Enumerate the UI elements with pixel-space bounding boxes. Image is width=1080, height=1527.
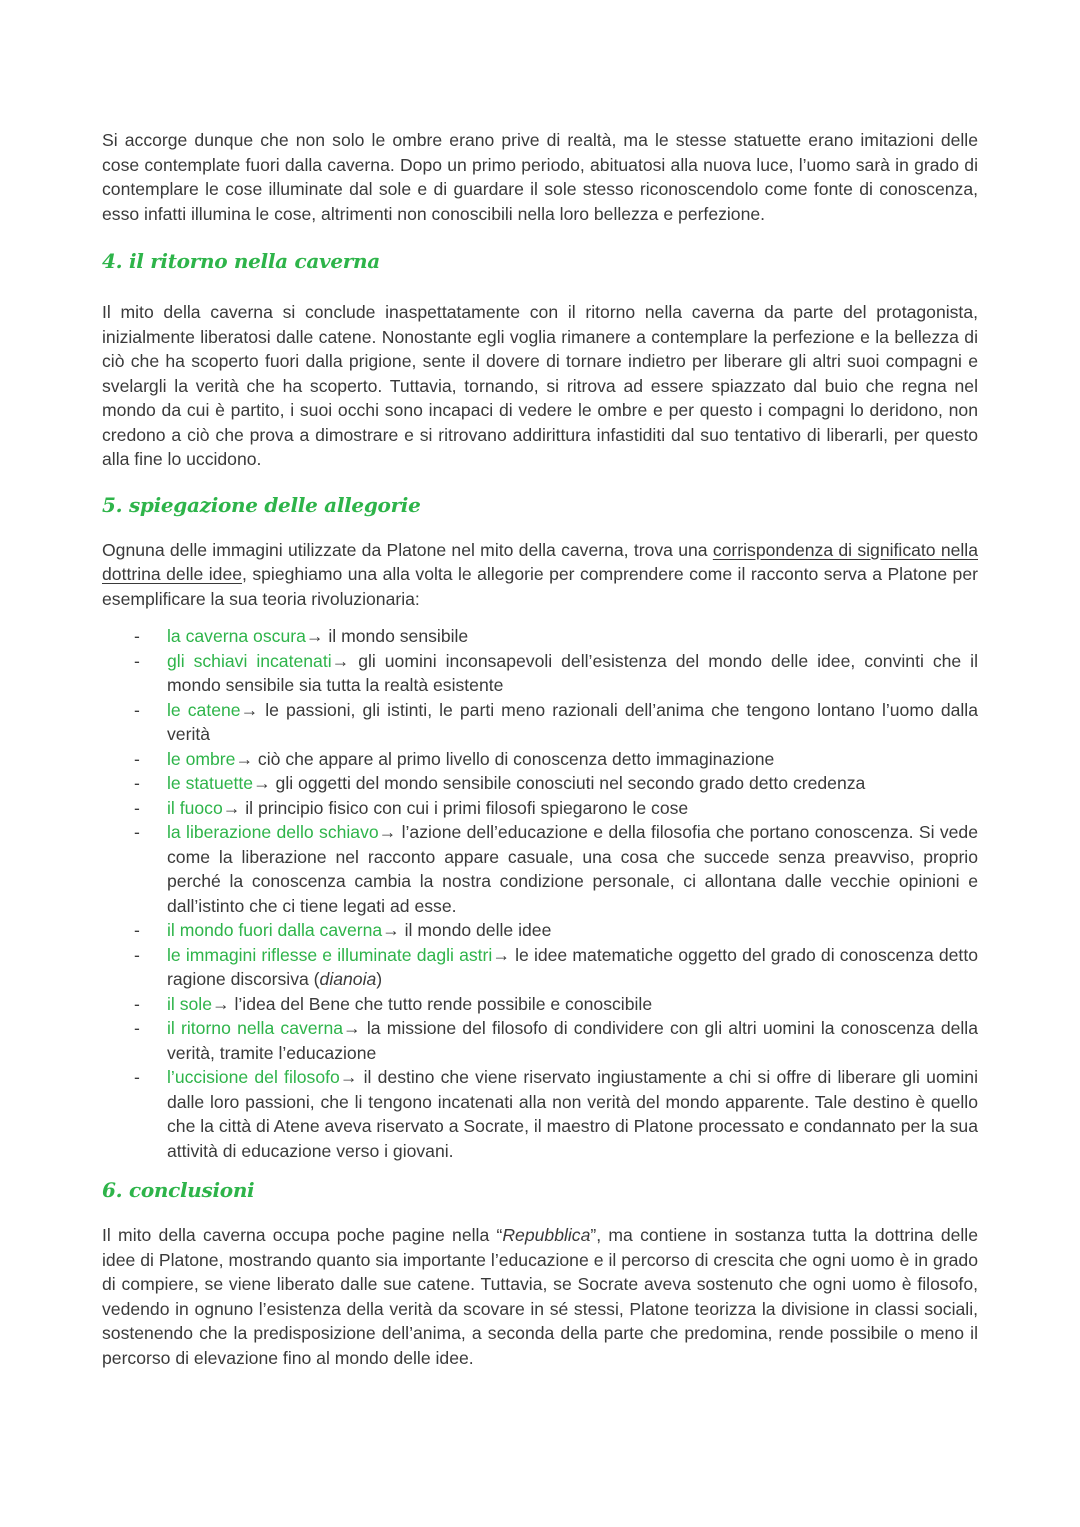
allegory-list-item [102, 918, 978, 943]
allegory-list-item [102, 1065, 978, 1163]
allegory-term: la caverna oscura [167, 626, 306, 646]
arrow-icon: → [211, 993, 230, 1014]
arrow-icon: → [343, 1018, 361, 1038]
allegory-term: il ritorno nella caverna [167, 1018, 344, 1038]
section-6-italic-title: Repubblica [502, 1225, 591, 1245]
bullet-dash: - [134, 748, 140, 769]
section-5-intro-underlined: corrispondenza di significato nella dottrina delle idee [102, 539, 979, 584]
arrow-icon: → [382, 920, 400, 940]
allegory-term: la liberazione dello schiavo [167, 822, 379, 842]
bullet-dash: - [134, 944, 140, 965]
allegory-term: le immagini riflesse e illuminate dagli astri [167, 944, 493, 965]
allegory-meaning: ciò che appare al primo livello di conoscenza detto immaginazione [253, 748, 775, 769]
allegory-italic-term: dianoia [319, 969, 377, 989]
allegory-term: le catene [167, 699, 241, 720]
section-5-intro [102, 538, 978, 612]
arrow-icon: → [253, 773, 271, 793]
allegory-term: il mondo fuori dalla caverna [167, 920, 383, 940]
allegory-meaning: il principio fisico con cui i primi filosofi spiegarono le cose [240, 797, 689, 818]
allegory-meaning: l’idea del Bene che tutto rende possibile e conoscibile [229, 993, 653, 1014]
arrow-icon: → [222, 797, 241, 818]
arrow-icon: → [331, 650, 350, 671]
allegory-meaning: gli uomini inconsapevoli dell’esistenza del mondo delle idee, convinti che il mondo sensibile sia tutta la realtà esistente [167, 650, 978, 695]
allegory-list-item [102, 1016, 978, 1065]
allegory-list-item [102, 992, 978, 1017]
allegory-list [102, 624, 978, 1163]
allegory-meaning: gli oggetti del mondo sensibile conosciuti nel secondo grado detto credenza [270, 773, 866, 793]
allegory-term: gli schiavi incatenati [167, 650, 332, 671]
section-5-heading: 5. spiegazione delle allegorie [102, 492, 421, 517]
allegory-list-item [102, 698, 978, 747]
allegory-meaning: il destino che viene riservato ingiustamente a chi si offre di liberare gli uomini dalle loro passioni, che li tengono incatenati alla non verità del mondo apparente. Tale destino è quello che la città di Atene aveva riservato a Socrate, il maestro di Platone processato e condannato per la sua attività di educazione verso i giovani. [167, 1067, 978, 1161]
section-5-intro-after: , spieghiamo una alla volta le allegorie per comprendere come il racconto serva a Platone per esemplificare la sua teoria rivoluzionaria: [102, 564, 978, 609]
allegory-term: l’uccisione del filosofo [167, 1067, 340, 1087]
bullet-dash: - [134, 650, 140, 671]
section-4-paragraph: Il mito della caverna si conclude inaspettatamente con il ritorno nella caverna da parte del protagonista, inizialmente liberatosi dalle catene. Nonostante egli voglia rimanere a contemplare la perfezione e la bellezza di ciò che ha scoperto fuori dalla prigione, sente il dovere di tornare indietro per liberare gli altri suoi compagni e svelargli la verità che ha scoperto. Tuttavia, tornando, si ritrova ad essere spiazzato dal buio che regna nel mondo da cui è partito, i suoi occhi sono incapaci di vedere le ombre e per questo i compagni lo deridono, non credono a ciò che prova a dimostrare e si ritrovano addirittura infastiditi dal suo tentativo di liberarli, per questo alla fine lo uccidono. [102, 302, 978, 469]
allegory-meaning: il mondo sensibile [323, 626, 469, 646]
section-6-paragraph [102, 1223, 978, 1370]
bullet-dash: - [134, 797, 140, 818]
allegory-meaning-end: ) [376, 969, 383, 989]
section-6-heading: 6. conclusioni [102, 1178, 255, 1202]
arrow-icon: → [378, 822, 397, 842]
section-6-text-after: ”, ma contiene in sostanza tutta la dottrina delle idee di Platone, mostrando quanto sia importante l’educazione e il percorso di crescita che ogni uomo è in grado di compiere, se viene liberato dalle sue catene. Tuttavia, se Socrate aveva sostenuto che ogni uomo è filosofo, vedendo in ognuno l’esistenza della verità da scovare in sé stessi, Platone teorizza la divisione in classi sociali, sostenendo che la predisposizione dell’anima, a seconda della parte che predomina, rende possibile o meno il percorso di elevazione fino al mondo delle idee. [102, 1225, 978, 1368]
allegory-list-item [102, 771, 978, 796]
document-page [102, 128, 978, 1370]
bullet-dash: - [134, 1018, 140, 1038]
allegory-list-item [102, 943, 978, 992]
allegory-list-item [102, 820, 978, 918]
bullet-dash: - [134, 920, 140, 940]
allegory-meaning: le passioni, gli istinti, le parti meno razionali dell’anima che tengono lontano l’uomo dalla verità [167, 699, 978, 744]
section-6-text-before: Il mito della caverna occupa poche pagine nella “ [102, 1225, 503, 1245]
allegory-list-item [102, 747, 978, 772]
allegory-term: le ombre [167, 748, 236, 769]
allegory-meaning: la missione del filosofo di condividere con gli altri uomini la conoscenza della verità, tramite l’educazione [167, 1018, 978, 1063]
allegory-term: il sole [167, 993, 212, 1014]
allegory-list-item [102, 649, 978, 698]
allegory-meaning: l’azione dell’educazione e della filosofia che portano conoscenza. Si vede come la liberazione nel racconto appare casuale, una cosa che succede senza preavviso, proprio perché la conoscenza cambia la nostra condizione personale, ci allontana dalle vecchie opinioni e dall’istinto che ci tiene legati ad esse. [167, 822, 978, 916]
arrow-icon: → [240, 699, 259, 720]
allegory-meaning: le idee matematiche oggetto del grado di conoscenza detto ragione discorsiva ( [167, 944, 978, 989]
section-5-intro-before: Ognuna delle immagini utilizzate da Platone nel mito della caverna, trova una [102, 539, 713, 560]
bullet-dash: - [134, 773, 140, 793]
bullet-dash: - [134, 626, 140, 646]
arrow-icon: → [492, 944, 510, 965]
allegory-list-item [102, 624, 978, 649]
allegory-meaning: il mondo delle idee [399, 920, 552, 940]
bullet-dash: - [134, 699, 140, 720]
allegory-term: le statuette [167, 773, 254, 793]
arrow-icon: → [305, 626, 324, 646]
allegory-term: il fuoco [167, 797, 223, 818]
arrow-icon: → [339, 1067, 358, 1087]
section-4-heading: 4. il ritorno nella caverna [102, 249, 380, 273]
arrow-icon: → [235, 748, 254, 769]
bullet-dash: - [134, 1067, 140, 1087]
intro-paragraph: Si accorge dunque che non solo le ombre erano prive di realtà, ma le stesse statuette erano imitazioni delle cose contemplate fuori dalla caverna. Dopo un primo periodo, abituatosi alla nuova luce, l’uomo sarà in grado di contemplare le cose illuminate dal sole e di guardare il sole stesso riconoscendolo come fonte di conoscenza, esso infatti illumina le cose, altrimenti non conoscibili nella loro bellezza e perfezione. [102, 130, 978, 224]
bullet-dash: - [134, 993, 140, 1014]
bullet-dash: - [134, 822, 140, 842]
allegory-list-item [102, 796, 978, 821]
